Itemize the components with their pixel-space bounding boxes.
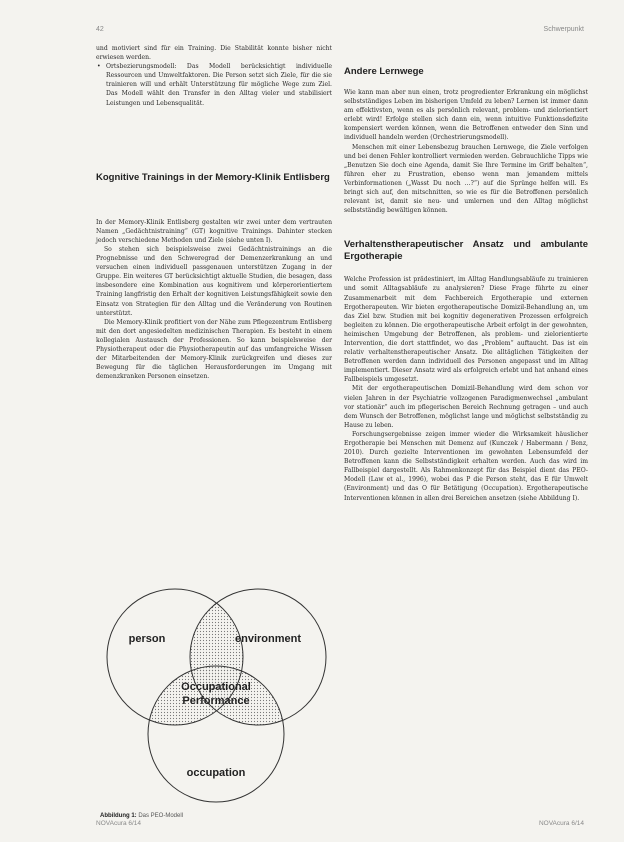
section-heading-verhaltens: Verhaltenstherapeutischer Ansatz und ambulante Ergotherapie	[344, 239, 588, 263]
figure-caption	[100, 813, 183, 819]
paragraph: So stehen sich beispielsweise zwei Gedächtnistrainings an die Prognebnisse und den Schweregrad der Demenzerkrankung an und versuchen einen individuell passgenauen unterstützen Zugang in der Gruppe. Ein weiteres GT berücksichtigt aktuelle Studien, die besagen, dass insbesondere eine Kombination aus kognitivem und körperorientiertem Training langfristig den Erhalt der kognitiven Leistungsfähigkeit sowie den Einsatz von Strategien für den Alltag und die Veränderung von Routinen unterstützt.	[96, 245, 332, 317]
section-heading-lernwege: Andere Lernwege	[344, 66, 424, 77]
paragraph: Menschen mit einer Lebensbezug brauchen Lernwege, die Ziele verfolgen und bei denen Fehler kontrolliert vermieden werden. Gebrauchliche Tipps wie „Benutzen Sie doch eine Agenda, damit Sie Ihre Termine im Griff behalten“, führen eher zu Frustration, ebenso wenn man jemandem mittels Verbinformationen („Wasst Du noch …?“) auf die Sprünge helfen will. Es bringt sich auf, den mitschnitten, so wie es für die Betroffenen persönlich relevant ist, damit sie neu- und umlernen und den Alltag möglichst selbstständig bewältigen können.	[344, 143, 588, 215]
paragraph: Mit der ergotherapeutischen Domizil-Behandlung wird dem schon vor vielen Jahren in der Psychiatrie vollzogenen Paradigmenwechsel „ambulant vor stationär“ auch im pflegerischen Bereich Rechnung getragen – und auch dem Wunsch der Betroffenen, möglichst lange und möglichst selbstständig zu Hause zu leben.	[344, 385, 588, 429]
section-heading-kognitive: Kognitive Trainings in der Memory-Klinik Entlisberg	[96, 171, 330, 183]
footer-left: NOVAcura 6/14	[96, 820, 142, 827]
right-column	[344, 66, 588, 503]
venn-diagram	[100, 582, 330, 812]
paragraph: Welche Profession ist prädestiniert, im Alltag Handlungsabläufe zu trainieren und somit Alltagsabläufe zu analysieren? Diese Frage führte zu einer Zusammenarbeit mit dem Fachbereich Ergotherapie und externen Ergotherapeuten. Wir bieten ergotherapeutische Domizil-Behandlung an, um das Ziel bzw. Studien mit bei kognitiv degenerativen Prozessen erfolgreich begleiten zu können. Die ergotherapeutische Arbeit erfolgt in der gewohnten, heimischen Umgebung der Betroffenen, als problem- und zielorientierte Intervention, die dort stattfindet, wo das „Problem“ auftaucht. Das ist ein relativ verhaltenstherapeutischer Ansatz. Die alltäglichen Tätigkeiten der Betroffenen werden dann individuell des Personen angepasst und im Alltag implementiert. Dieser Ansatz wird als erfolgreich erlebt und hat anhand eines Fallbeispiels umgesetzt.	[344, 276, 588, 384]
page-number: 42	[96, 26, 104, 33]
paragraph: Forschungsergebnisse zeigen immer wieder die Wirksamkeit häuslicher Ergotherapie bei Menschen mit Demenz auf (Kunczek / Habermann / Benz, 2010). Durch gezielte Interventionen im gewohnten Lebensumfeld der Betroffenen kann die Selbstständigkeit erhalten werden. Auch das wird im Fallbeispiel dargestellt. Als Rahmenkonzept für das Beispiel dient das PEO-Modell (Law et al., 1996), wobei das P die Person steht, das E für Umwelt (Environment) und das O für Betätigung (Occupation). Ergotherapeutische Interventionen können in allen drei Bereichen ansetzen (siehe Abbildung I).	[344, 430, 588, 502]
caption-text: Das PEO-Modell	[138, 813, 184, 819]
left-column	[96, 44, 332, 381]
footer-right: NOVAcura 6/14	[538, 820, 584, 827]
caption-prefix: Abbildung 1:	[100, 813, 137, 819]
intro-text: und motiviert sind für ein Training. Die Stabilität konnte bisher nicht erwiesen werden.	[96, 45, 332, 62]
paragraph: In der Memory-Klinik Entlisberg gestalten wir zwei unter dem vertrauten Namen „Gedächtnistraining“ (GT) kognitive Trainings. Dahinter stecken jedoch verschiedene Methoden und Ziele (siehe unten I).	[96, 218, 332, 244]
label-person: person	[128, 633, 166, 645]
label-environment: environment	[234, 633, 302, 645]
section-label: Schwerpunkt	[543, 26, 584, 33]
label-performance: Performance	[182, 695, 250, 707]
peo-model-diagram	[100, 582, 330, 812]
bullet-item: • Ortsbezierungsmodell: Das Modell berücksichtigt individuelle Ressourcen und Umweltfaktoren. Die Person setzt sich Ziele, für die sie trainieren will und erhält Unterstützung für mögliche Wege zum Ziel. Das Modell wählt den Transfer in den Alltag vieler und stabilisiert Leistungen und Lebensqualität.	[106, 62, 332, 107]
label-occupation: occupation	[186, 767, 246, 779]
label-occupational: Occupational	[181, 681, 251, 693]
paragraph: Die Memory-Klinik profitiert von der Nähe zum Pflegezentrum Entlisberg mit den dort angesiedelten medizinischen Therapien. Es besteht in einem kollegialen Austausch der Professionen. So kann beispielsweise der Physiotherapeut oder die Physiotherapeutin auf das umfangreiche Wissen der Mitarbeitenden der Memory-Klinik zurückgreifen und dieses zur Bewegung für die täglichen Herausforderungen im Umgang mit demenzkranken Personen einsetzen.	[96, 318, 332, 381]
paragraph: Wie kann man aber nun einen, trotz progredienter Erkrankung ein möglichst selbstständiges Leben im bisherigen Umfeld zu leben? Lernen ist immer dann am effektivsten, wenn es als persönlich relevant, problem- und zielorientiert erlebt wird! Erfolge stellen sich dann ein, wenn intuitive Funktionsdefizite kompensiert werden können, wenn die Betroffenen entweder den Sinn und individuell handeln werden (Orchestrierungsmodell).	[344, 89, 588, 142]
bullet-list	[96, 62, 332, 107]
